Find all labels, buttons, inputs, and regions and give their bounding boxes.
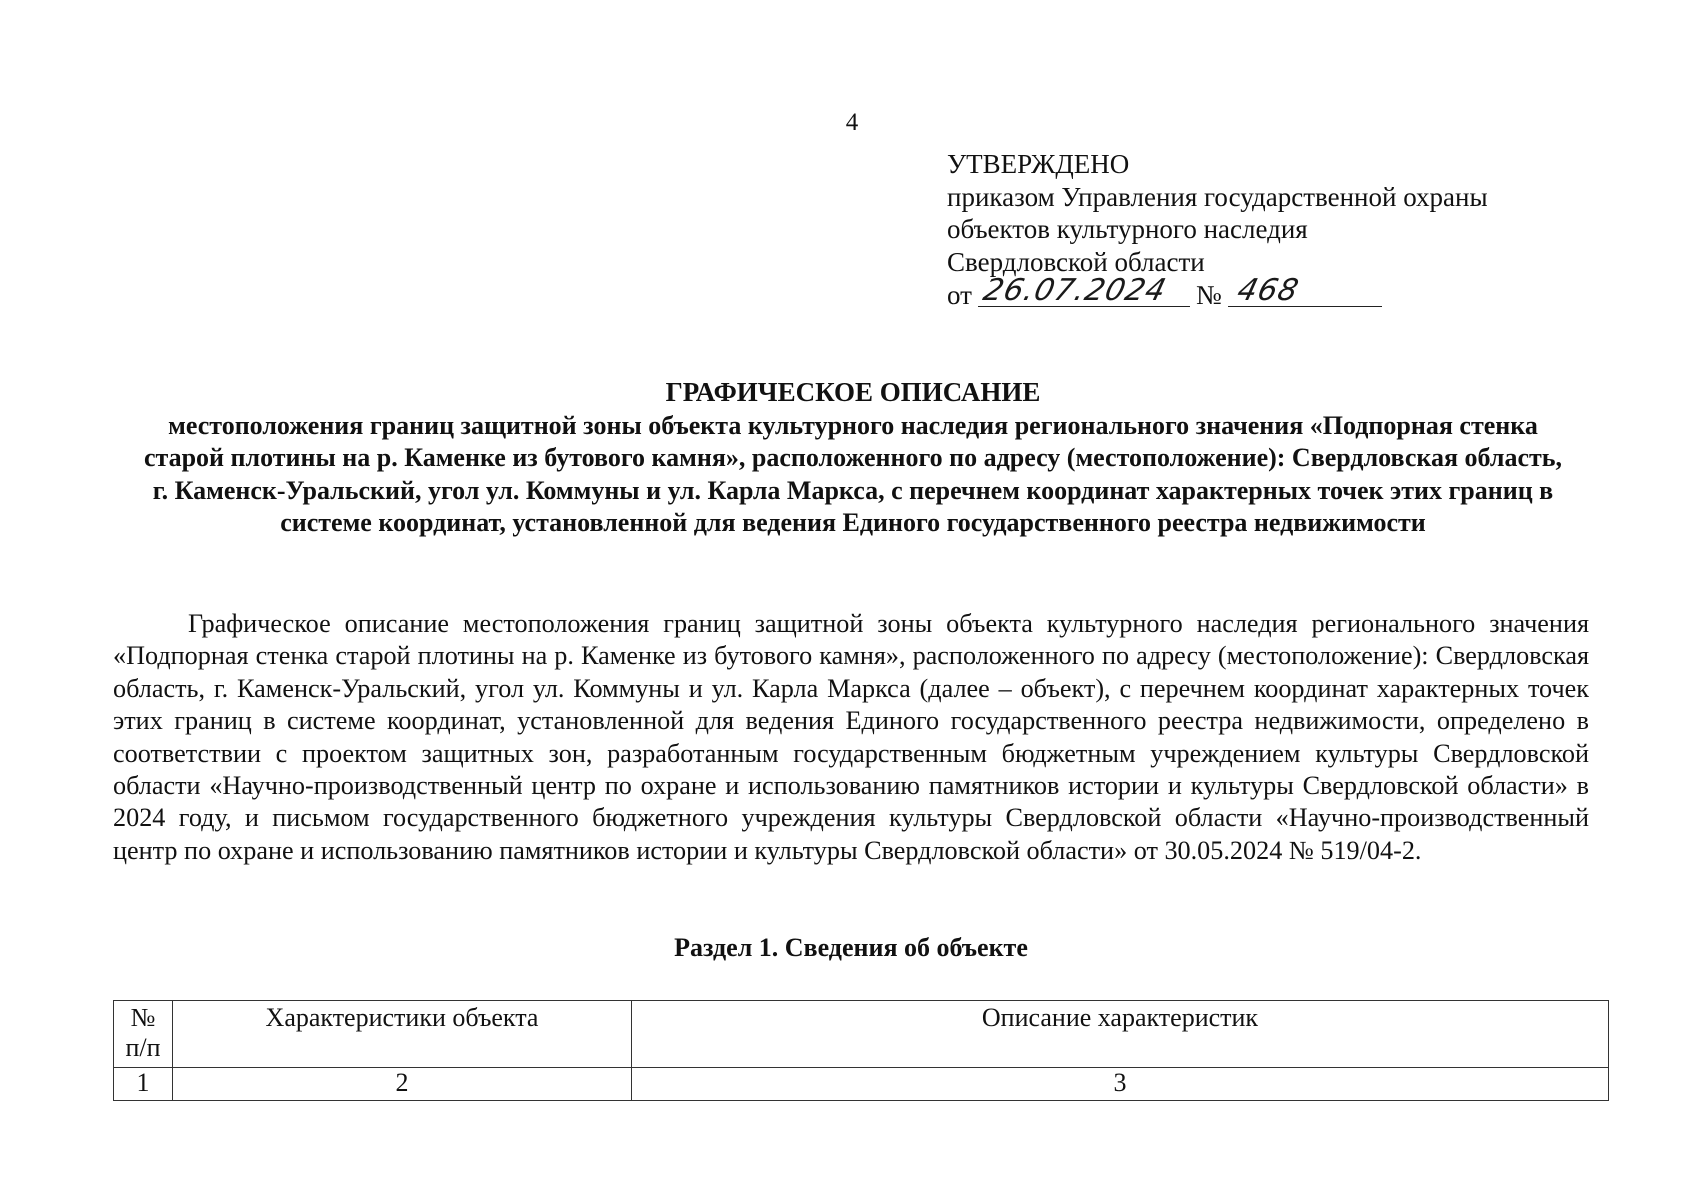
header-number-line-2: п/п — [125, 1033, 161, 1062]
header-number — [114, 1001, 173, 1068]
approval-line-2: объектов культурного наследия — [947, 214, 1308, 244]
document-subtitle: местоположения границ защитной зоны объекта культурного наследия регионального значения «Подпорная стенка старой плотины на р. Каменке из бутового камня», расположенного по адресу (местоположение): Свердловская область, г. Каменск-Уральский, угол ул. Коммуны и ул. Карла Маркса, с перечнем координат характерных точек этих границ в системе координат, установленной для ведения Единого государственного реестра недвижимости — [143, 410, 1563, 537]
handwritten-number: 468 — [1233, 273, 1303, 308]
approval-line-3: Свердловской области — [947, 246, 1205, 277]
approval-heading: УТВЕРЖДЕНО — [947, 149, 1130, 179]
number-blank — [1228, 273, 1382, 308]
table-row — [114, 1068, 1609, 1101]
approval-stamp-block — [947, 148, 1488, 311]
column-number-3: 3 — [632, 1068, 1609, 1101]
page-number: 4 — [845, 109, 859, 136]
header-characteristics: Характеристики объекта — [173, 1001, 632, 1068]
approval-date-number-row — [947, 273, 1488, 311]
section-title: Раздел 1. Сведения об объекте — [674, 933, 1028, 962]
object-info-table — [113, 1000, 1609, 1101]
document-title: ГРАФИЧЕСКОЕ ОПИСАНИЕ — [665, 377, 1041, 407]
handwritten-date: 26.07.2024 — [979, 273, 1171, 308]
header-description: Описание характеристик — [632, 1001, 1609, 1068]
body-paragraph: Графическое описание местоположения границ защитной зоны объекта культурного наследия регионального значения «Подпорная стенка старой плотины на р. Каменке из бутового камня», расположенного по адресу (местоположение): Свердловская область, г. Каменск-Уральский, угол ул. Коммуны и ул. Карла Маркса (далее – объект), с перечнем координат характерных точек этих границ в системе координат, установленной для ведения Единого государственного реестра недвижимости, определено в соответствии с проектом защитных зон, разработанным государственным бюджетным учреждением культуры Свердловской области «Научно-производственный центр по охране и использованию памятников истории и культуры Свердловской области» в 2024 году, и письмом государственного бюджетного учреждения культуры Свердловской области «Научно-производственный центр по охране и использованию памятников истории и культуры Свердловской области» от 30.05.2024 № 519/04-2. — [113, 609, 1589, 865]
document-title-block — [140, 376, 1566, 540]
date-prefix: от — [947, 279, 972, 310]
table-header-row — [114, 1001, 1609, 1068]
date-blank — [978, 273, 1190, 308]
column-number-1: 1 — [114, 1068, 173, 1101]
approval-line-1: приказом Управления государственной охраны — [947, 181, 1488, 212]
header-number-line-1: № — [130, 1003, 156, 1032]
number-prefix: № — [1195, 279, 1222, 310]
column-number-2: 2 — [173, 1068, 632, 1101]
